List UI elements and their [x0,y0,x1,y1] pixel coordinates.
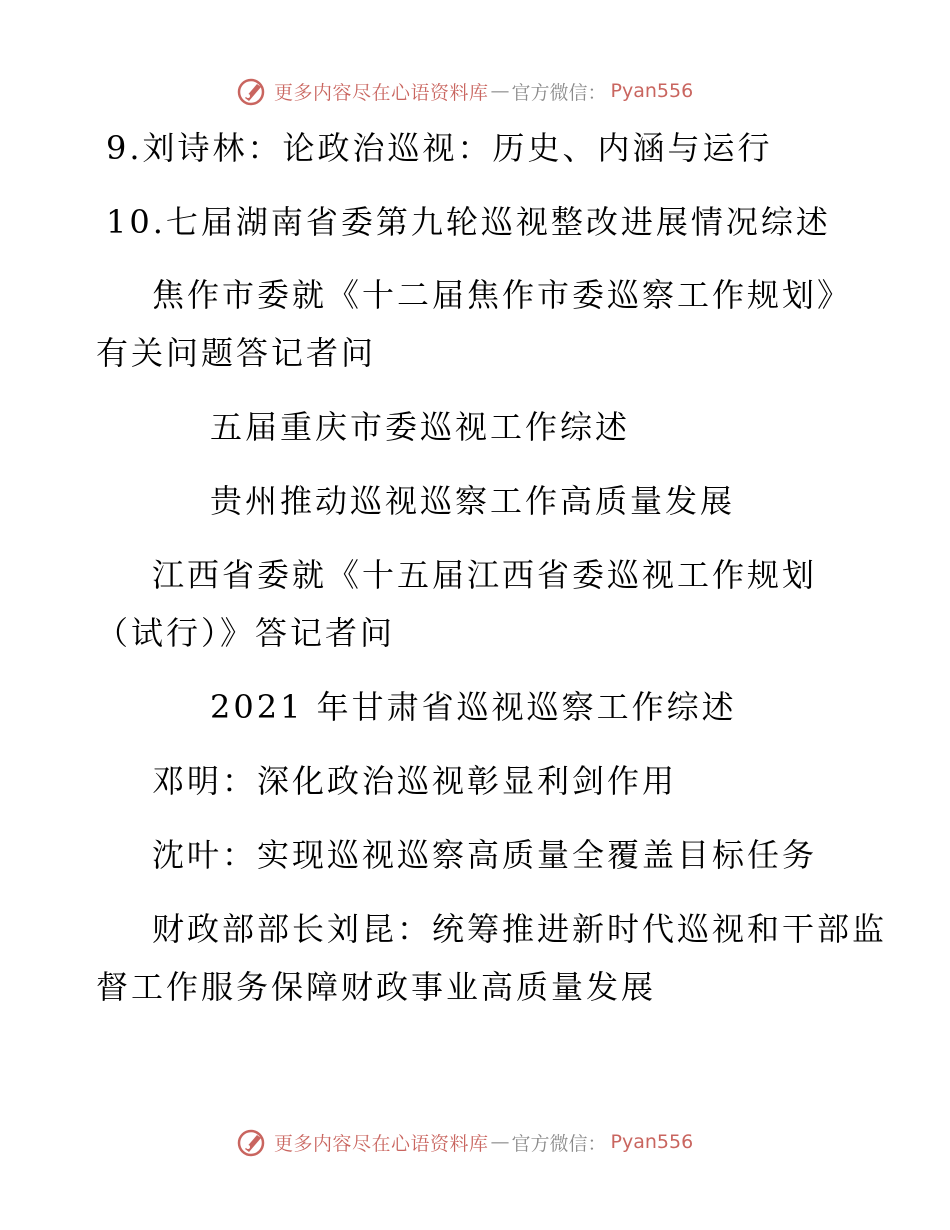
watermark-separator: — [490,80,510,102]
watermark-label: 官方微信： [511,81,607,104]
list-item: 有关问题答记者问 [96,334,377,372]
list-item: 沈叶：实现巡视巡察高质量全覆盖目标任务 [152,836,818,874]
watermark-label: 官方微信： [511,1132,607,1155]
footer-watermark [236,1125,693,1159]
list-item: 江西省委就《十五届江西省委巡视工作规划 [152,556,818,594]
list-item: 2021 年甘肃省巡视巡察工作综述 [210,688,737,726]
list-item: 贵州推动巡视巡察工作高质量发展 [210,482,736,520]
list-item: 财政部部长刘昆：统筹推进新时代巡视和干部监 [152,910,888,948]
list-item: 焦作市委就《十二届焦作市委巡察工作规划》 [152,276,853,314]
pen-nib-circle-icon [236,75,268,107]
watermark-brand-text: 更多内容尽在心语资料库 [274,1132,489,1155]
list-item: 邓明：深化政治巡视彰显利剑作用 [152,762,678,800]
list-item: 五届重庆市委巡视工作综述 [210,408,631,446]
watermark-wechat-id: Pyan556 [610,1131,694,1153]
pen-nib-circle-icon [236,1126,268,1158]
list-item: （试行）》答记者问 [96,614,396,652]
list-item: 督工作服务保障财政事业高质量发展 [96,968,657,1006]
watermark-wechat-id: Pyan556 [610,80,694,102]
watermark-separator: — [490,1131,510,1153]
list-item: 9.刘诗林：论政治巡视：历史、内涵与运行 [106,129,773,167]
header-watermark [236,74,693,108]
list-item: 10.七届湖南省委第九轮巡视整改进展情况综述 [106,203,831,241]
watermark-brand-text: 更多内容尽在心语资料库 [274,81,489,104]
